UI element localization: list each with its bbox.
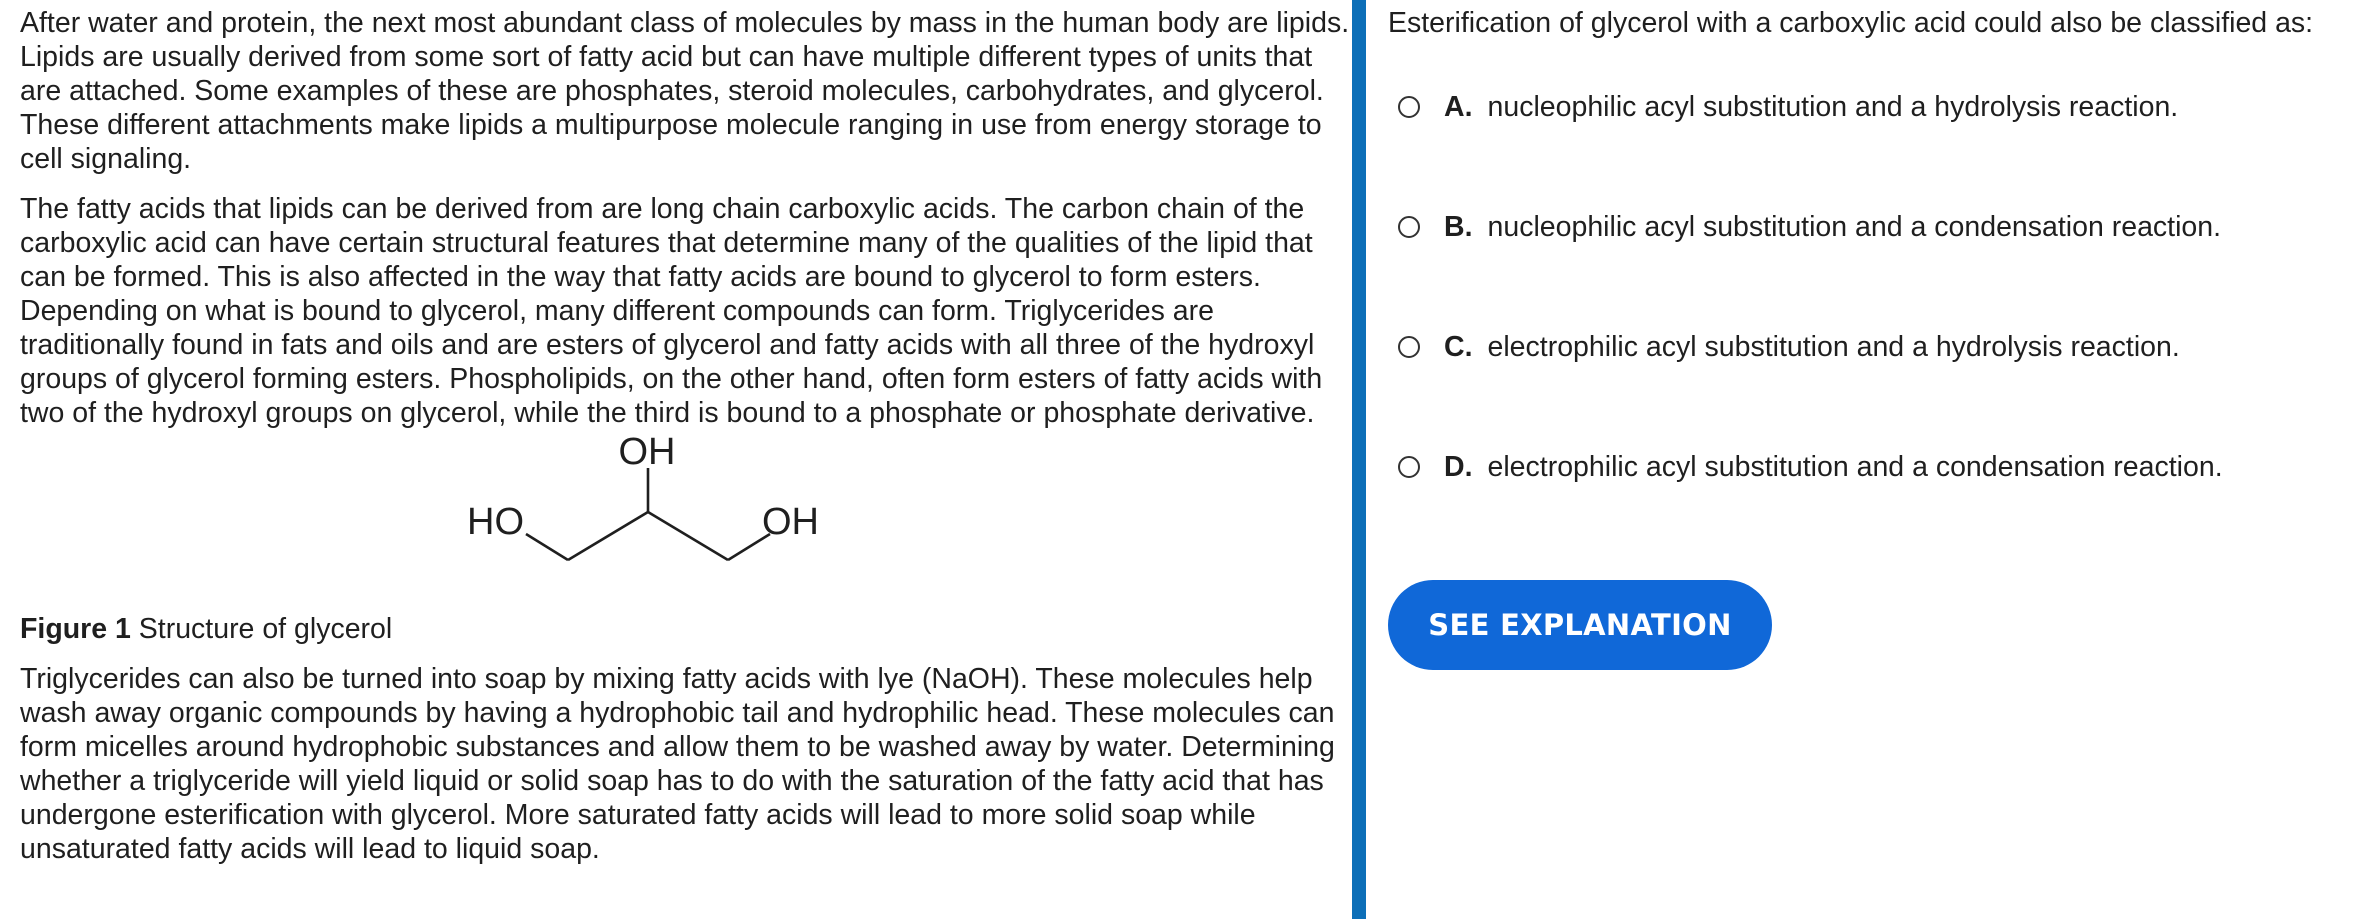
hydroxyl-label-left: HO <box>467 501 524 543</box>
answer-choice-c[interactable] <box>1388 330 2368 364</box>
bond-c1-c2 <box>568 512 648 560</box>
panel-divider <box>1352 0 1366 919</box>
passage-paragraph-1: After water and protein, the next most abundant class of molecules by mass in the human body are lipids. Lipids are usually derived from some sort of fatty acid but can have multiple different types of units that are attached. Some examples of these are phosphates, steroid molecules, carbohydrates, and glycerol. These different attachments make lipids a multipurpose molecule ranging in use from energy storage to cell signaling. <box>20 7 1350 175</box>
bond-c2-c3 <box>648 512 728 560</box>
figure-caption-text: Structure of glycerol <box>130 613 393 645</box>
choice-letter-d: D. <box>1444 451 1473 483</box>
choice-text-c: electrophilic acyl substitution and a hydrolysis reaction. <box>1487 331 2180 363</box>
choice-text-d: electrophilic acyl substitution and a condensation reaction. <box>1487 451 2223 483</box>
bond-left-o <box>526 534 568 560</box>
radio-button-b[interactable] <box>1398 216 1420 238</box>
glycerol-structure-diagram <box>467 431 870 612</box>
radio-button-c[interactable] <box>1398 336 1420 358</box>
glycerol-figure <box>20 431 1350 612</box>
figure-caption <box>20 612 1350 646</box>
choice-letter-a: A. <box>1444 91 1473 123</box>
figure-caption-label: Figure 1 <box>20 613 131 645</box>
hydroxyl-label-top: OH <box>618 431 676 473</box>
choice-text-b: nucleophilic acyl substitution and a condensation reaction. <box>1487 211 2222 243</box>
answer-choice-a[interactable] <box>1388 90 2368 124</box>
passage-paragraph-2: The fatty acids that lipids can be derived from are long chain carboxylic acids. The carbon chain of the carboxylic acid can have certain structural features that determine many of the qualities of the lipid that can be formed. This is also affected in the way that fatty acids are bound to glycerol to form esters. Depending on what is bound to glycerol, many different compounds can form. Triglycerides are traditionally found in fats and oils and are esters of glycerol and fatty acids with all three of the hydroxyl groups of glycerol forming esters. Phospholipids, on the other hand, often form esters of fatty acids with two of the hydroxyl groups on glycerol, while the third is bound to a phosphate or phosphate derivative. <box>20 193 1323 429</box>
answer-choices <box>1388 90 2368 484</box>
answer-choice-b[interactable] <box>1388 210 2368 244</box>
question-stem: Esterification of glycerol with a carboxylic acid could also be classified as: <box>1388 7 2314 39</box>
choice-text-a: nucleophilic acyl substitution and a hydrolysis reaction. <box>1487 91 2179 123</box>
glycerol-bonds <box>526 468 770 560</box>
passage-panel <box>20 6 1350 882</box>
see-explanation-button[interactable]: SEE EXPLANATION <box>1388 580 1772 670</box>
choice-letter-c: C. <box>1444 331 1473 363</box>
question-panel <box>1388 6 2368 570</box>
hydroxyl-label-right: OH <box>762 501 819 543</box>
passage-paragraph-3: Triglycerides can also be turned into soap by mixing fatty acids with lye (NaOH). These molecules help wash away organic compounds by having a hydrophobic tail and hydrophilic head. These molecules can form micelles around hydrophobic substances and allow them to be washed away by water. Determining whether a triglyceride will yield liquid or solid soap has to do with the saturation of the fatty acid that has undergone esterification with glycerol. More saturated fatty acids will lead to more solid soap while unsaturated fatty acids will lead to liquid soap. <box>20 663 1335 865</box>
radio-button-a[interactable] <box>1398 96 1420 118</box>
choice-letter-b: B. <box>1444 211 1473 243</box>
answer-choice-d[interactable] <box>1388 450 2368 484</box>
radio-button-d[interactable] <box>1398 456 1420 478</box>
